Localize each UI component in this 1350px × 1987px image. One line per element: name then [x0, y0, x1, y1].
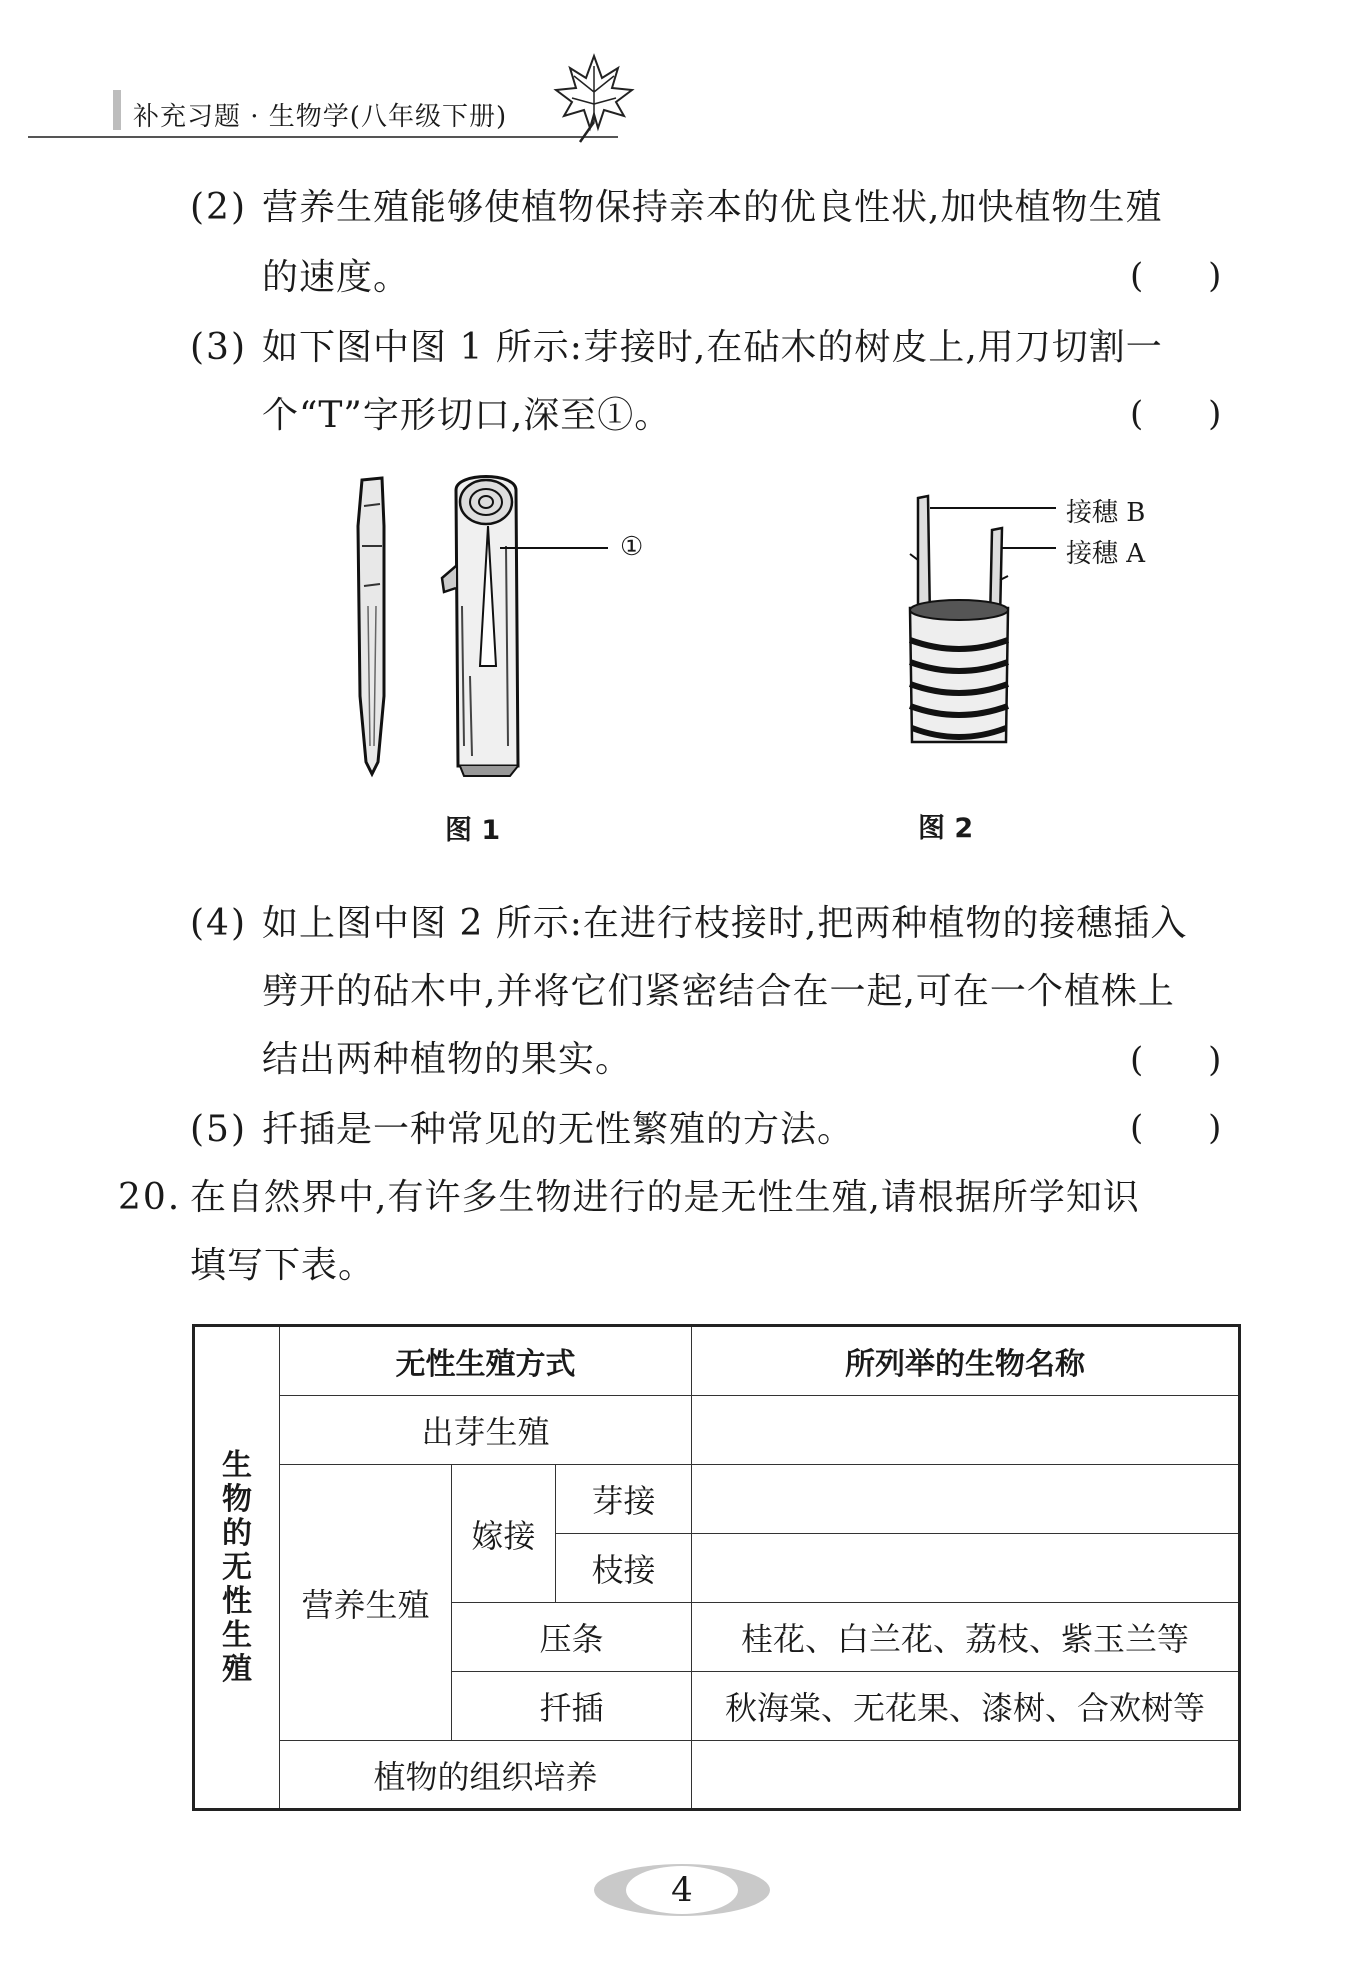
asexual-reproduction-table: [192, 1324, 1241, 1811]
q19-4-line3: 结出两种植物的果实。: [262, 1039, 633, 1080]
maple-leaf-icon: [552, 52, 636, 144]
table-row-bud-grafting: [194, 1465, 1240, 1534]
q19-4-line2: 劈开的砧木中,并将它们紧密结合在一起,可在一个植株上: [262, 971, 1175, 1012]
figure-1-label-circled-1: ①: [620, 532, 644, 562]
table-col-header-method: 无性生殖方式: [280, 1326, 692, 1396]
q19-2-line1: 营养生殖能够使植物保持亲本的优良性状,加快植物生殖: [262, 187, 1163, 228]
q19-4-line1: 如上图中图 2 所示:在进行枝接时,把两种植物的接穗插入: [262, 903, 1188, 944]
table-cell-cutting: 扦插: [452, 1672, 692, 1741]
table-cell-cutting-examples: 秋海棠、无花果、漆树、合欢树等: [692, 1672, 1240, 1741]
q19-2-line2: 的速度。: [262, 257, 411, 298]
figure-2-caption: 图 2: [918, 813, 974, 844]
page-number: 4: [671, 1870, 693, 1910]
table-cell-budding: 出芽生殖: [280, 1396, 692, 1465]
q19-5-line1: 扦插是一种常见的无性繁殖的方法。: [262, 1109, 855, 1150]
q19-3-answer-blank[interactable]: ( ): [1130, 394, 1222, 434]
q20-line2: 填写下表。: [190, 1245, 376, 1286]
figure-1-bud-grafting-illustration: [340, 466, 650, 786]
table-side-header: 生物的无性生殖: [222, 1447, 252, 1687]
table-cell-branch-grafting: 枝接: [556, 1534, 692, 1603]
table-cell-vegetative: 营养生殖: [280, 1465, 452, 1741]
header-accent-bar: [113, 90, 121, 130]
table-cell-layering: 压条: [452, 1603, 692, 1672]
q20-number: 20.: [118, 1177, 182, 1218]
q19-4-answer-blank[interactable]: ( ): [1130, 1040, 1222, 1080]
q19-3-line1: 如下图中图 1 所示:芽接时,在砧木的树皮上,用刀切割一: [262, 327, 1163, 368]
header-rule: [28, 136, 618, 138]
table-cell-tissue-culture: 植物的组织培养: [280, 1741, 692, 1810]
table-side-header-cell: [194, 1326, 280, 1810]
table-cell-layering-examples: 桂花、白兰花、荔枝、紫玉兰等: [692, 1603, 1240, 1672]
page-number-badge: [592, 1862, 772, 1918]
running-header-title: 补充习题 · 生物学(八年级下册): [133, 102, 508, 132]
q19-2-answer-blank[interactable]: ( ): [1130, 256, 1222, 296]
table-answer-branch-grafting[interactable]: [692, 1534, 1240, 1603]
table-cell-grafting: 嫁接: [452, 1465, 556, 1603]
figure-1-caption: 图 1: [445, 815, 501, 846]
table-col-header-examples: 所列举的生物名称: [692, 1326, 1240, 1396]
table-answer-tissue-culture[interactable]: [692, 1741, 1240, 1810]
q19-3-line2: 个“T”字形切口,深至①。: [262, 395, 672, 436]
table-answer-bud-grafting[interactable]: [692, 1465, 1240, 1534]
q19-4-number: (4): [190, 903, 247, 944]
q19-2-number: (2): [190, 187, 247, 228]
figure-2-branch-grafting-illustration: [896, 490, 1066, 752]
q20-line1: 在自然界中,有许多生物进行的是无性生殖,请根据所学知识: [190, 1177, 1140, 1218]
table-header-row: [194, 1326, 1240, 1396]
q19-5-answer-blank[interactable]: ( ): [1130, 1108, 1222, 1148]
q19-3-number: (3): [190, 327, 247, 368]
table-cell-bud-grafting: 芽接: [556, 1465, 692, 1534]
table-row-budding: [194, 1396, 1240, 1465]
figure-2-label-scion-b: 接穗 B: [1066, 498, 1146, 528]
rootstock-stump: [910, 608, 1008, 742]
scion-stick: [358, 478, 384, 774]
q19-5-number: (5): [190, 1109, 247, 1150]
figure-2-label-scion-a: 接穗 A: [1066, 539, 1146, 569]
table-answer-budding[interactable]: [692, 1396, 1240, 1465]
table-row-tissue-culture: [194, 1741, 1240, 1810]
